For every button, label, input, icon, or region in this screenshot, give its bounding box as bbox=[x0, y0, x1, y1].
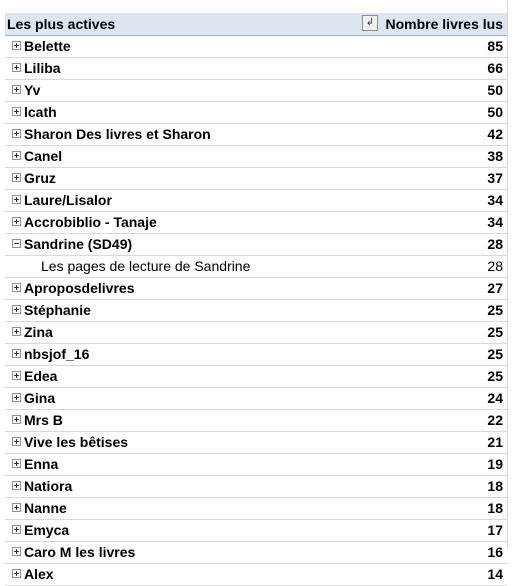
pivot-row[interactable] bbox=[5, 564, 507, 586]
pivot-row[interactable] bbox=[5, 388, 507, 410]
pivot-child-row[interactable] bbox=[5, 256, 507, 278]
row-label[interactable]: Liliba bbox=[24, 60, 61, 76]
expand-plus-icon[interactable] bbox=[12, 151, 21, 160]
row-value[interactable]: 25 bbox=[487, 324, 503, 340]
pivot-row[interactable] bbox=[5, 190, 507, 212]
pivot-row[interactable] bbox=[5, 234, 507, 256]
pivot-row[interactable] bbox=[5, 410, 507, 432]
row-value[interactable]: 21 bbox=[487, 434, 503, 450]
column-divider bbox=[507, 0, 508, 548]
expand-plus-icon[interactable] bbox=[12, 503, 21, 512]
row-label[interactable]: lcath bbox=[24, 104, 57, 120]
row-value[interactable]: 37 bbox=[487, 170, 503, 186]
row-value[interactable]: 14 bbox=[487, 566, 503, 582]
row-value[interactable]: 34 bbox=[487, 192, 503, 208]
expand-plus-icon[interactable] bbox=[12, 173, 21, 182]
row-label[interactable]: Stéphanie bbox=[24, 302, 91, 318]
expand-plus-icon[interactable] bbox=[12, 63, 21, 72]
row-label[interactable]: Mrs B bbox=[24, 412, 63, 428]
row-label[interactable]: Gruz bbox=[24, 170, 56, 186]
row-value[interactable]: 16 bbox=[487, 544, 503, 560]
pivot-row[interactable] bbox=[5, 102, 507, 124]
expand-plus-icon[interactable] bbox=[12, 129, 21, 138]
pivot-table bbox=[5, 13, 507, 586]
expand-plus-icon[interactable] bbox=[12, 327, 21, 336]
row-label[interactable]: Enna bbox=[24, 456, 59, 472]
expand-plus-icon[interactable] bbox=[12, 437, 21, 446]
row-value[interactable]: 38 bbox=[487, 148, 503, 164]
pivot-row[interactable] bbox=[5, 454, 507, 476]
pivot-row[interactable] bbox=[5, 278, 507, 300]
pivot-row[interactable] bbox=[5, 300, 507, 322]
row-value[interactable]: 18 bbox=[487, 500, 503, 516]
expand-plus-icon[interactable] bbox=[12, 349, 21, 358]
row-value[interactable]: 19 bbox=[487, 456, 503, 472]
row-label[interactable]: Alex bbox=[24, 566, 54, 582]
row-label[interactable]: Yv bbox=[24, 82, 41, 98]
expand-plus-icon[interactable] bbox=[12, 41, 21, 50]
row-label[interactable]: Zina bbox=[24, 324, 53, 340]
expand-plus-icon[interactable] bbox=[12, 85, 21, 94]
expand-plus-icon[interactable] bbox=[12, 415, 21, 424]
row-value[interactable]: 27 bbox=[487, 280, 503, 296]
row-value[interactable]: 25 bbox=[487, 302, 503, 318]
pivot-row[interactable] bbox=[5, 366, 507, 388]
expand-plus-icon[interactable] bbox=[12, 481, 21, 490]
row-value[interactable]: 50 bbox=[487, 104, 503, 120]
pivot-header-row bbox=[5, 13, 507, 36]
expand-plus-icon[interactable] bbox=[12, 305, 21, 314]
pivot-row[interactable] bbox=[5, 476, 507, 498]
expand-plus-icon[interactable] bbox=[12, 283, 21, 292]
expand-plus-icon[interactable] bbox=[12, 459, 21, 468]
pivot-row[interactable] bbox=[5, 80, 507, 102]
pivot-row[interactable] bbox=[5, 168, 507, 190]
pivot-row[interactable] bbox=[5, 124, 507, 146]
row-value[interactable]: 42 bbox=[487, 126, 503, 142]
row-label[interactable]: Gina bbox=[24, 390, 56, 406]
row-label[interactable]: Accrobiblio - Tanaje bbox=[24, 214, 157, 230]
row-label[interactable]: Caro M les livres bbox=[24, 544, 136, 560]
row-label[interactable]: Nanne bbox=[24, 500, 67, 516]
row-value[interactable]: 34 bbox=[487, 214, 503, 230]
value-field-header[interactable]: Nombre livres lus bbox=[385, 16, 503, 32]
row-value[interactable]: 28 bbox=[487, 258, 503, 274]
expand-plus-icon[interactable] bbox=[12, 371, 21, 380]
expand-plus-icon[interactable] bbox=[12, 393, 21, 402]
pivot-row[interactable] bbox=[5, 432, 507, 454]
row-label[interactable]: nbsjof_16 bbox=[24, 346, 90, 362]
expand-plus-icon[interactable] bbox=[12, 217, 21, 226]
row-value[interactable]: 22 bbox=[487, 412, 503, 428]
row-label[interactable]: Emyca bbox=[24, 522, 70, 538]
pivot-row[interactable] bbox=[5, 498, 507, 520]
row-label[interactable]: Sandrine (SD49) bbox=[24, 236, 133, 252]
collapse-minus-icon[interactable] bbox=[12, 239, 21, 248]
pivot-row[interactable] bbox=[5, 146, 507, 168]
row-label[interactable]: Vive les bêtises bbox=[24, 434, 129, 450]
row-labels-header[interactable]: Les plus actives bbox=[7, 16, 116, 32]
row-value[interactable]: 17 bbox=[487, 522, 503, 538]
row-value[interactable]: 25 bbox=[487, 346, 503, 362]
expand-plus-icon[interactable] bbox=[12, 195, 21, 204]
row-value[interactable]: 66 bbox=[487, 60, 503, 76]
expand-plus-icon[interactable] bbox=[12, 525, 21, 534]
row-label[interactable]: Edea bbox=[24, 368, 58, 384]
row-value[interactable]: 24 bbox=[487, 390, 503, 406]
pivot-row[interactable] bbox=[5, 322, 507, 344]
row-value[interactable]: 85 bbox=[487, 38, 503, 54]
row-value[interactable]: 50 bbox=[487, 82, 503, 98]
row-value[interactable]: 18 bbox=[487, 478, 503, 494]
row-label[interactable]: Sharon Des livres et Sharon bbox=[24, 126, 211, 142]
pivot-row[interactable] bbox=[5, 36, 507, 58]
sort-descending-icon[interactable]: ↲ bbox=[362, 15, 378, 31]
expand-plus-icon[interactable] bbox=[12, 569, 21, 578]
pivot-row[interactable] bbox=[5, 58, 507, 80]
row-label[interactable]: Les pages de lecture de Sandrine bbox=[41, 258, 251, 274]
row-label[interactable]: Laure/Lisalor bbox=[24, 192, 112, 208]
row-value[interactable]: 25 bbox=[487, 368, 503, 384]
pivot-rows bbox=[5, 36, 507, 586]
pivot-row[interactable] bbox=[5, 520, 507, 542]
row-label[interactable]: Canel bbox=[24, 148, 63, 164]
row-value[interactable]: 28 bbox=[487, 236, 503, 252]
row-label[interactable]: Belette bbox=[24, 38, 71, 54]
expand-plus-icon[interactable] bbox=[12, 107, 21, 116]
expand-plus-icon[interactable] bbox=[12, 547, 21, 556]
pivot-row[interactable] bbox=[5, 212, 507, 234]
pivot-row[interactable] bbox=[5, 542, 507, 564]
row-label[interactable]: Aproposdelivres bbox=[24, 280, 135, 296]
pivot-row[interactable] bbox=[5, 344, 507, 366]
row-label[interactable]: Natiora bbox=[24, 478, 73, 494]
